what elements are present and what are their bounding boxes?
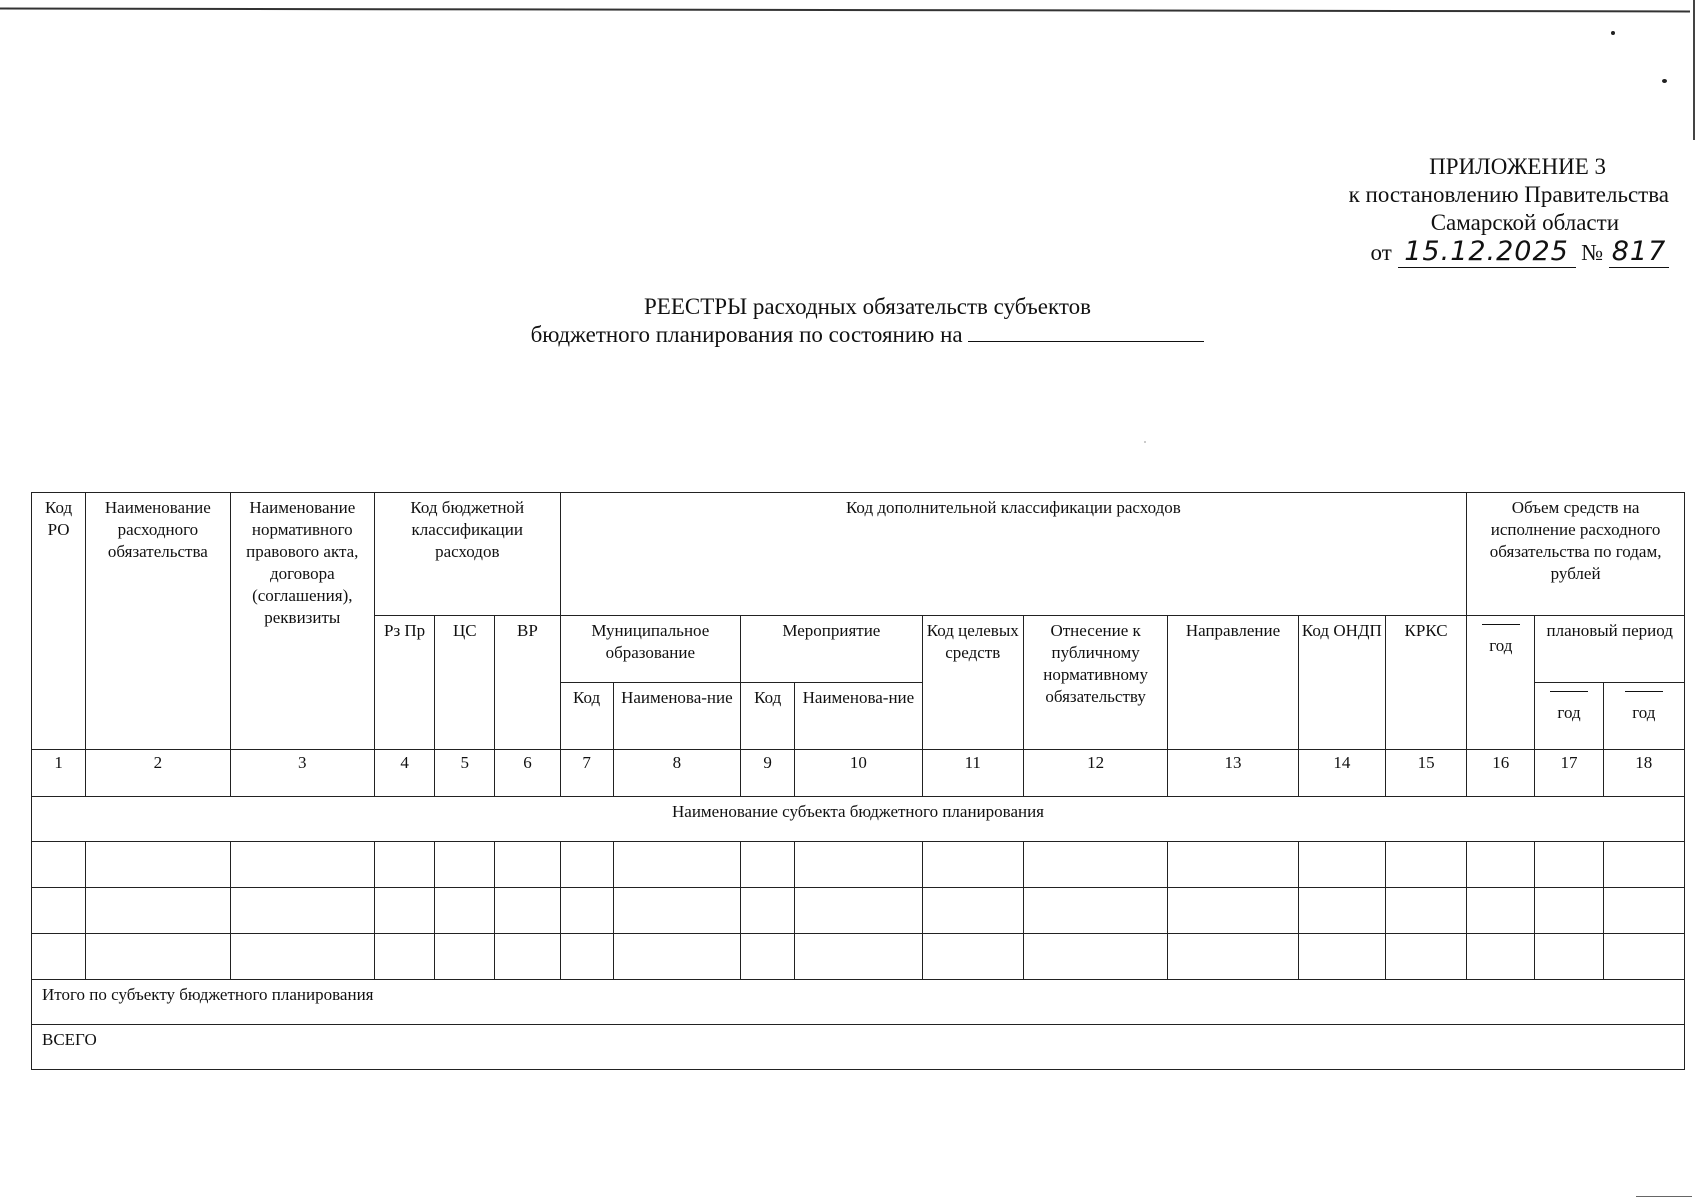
- header-municipal-name: Наименова-ние: [613, 683, 740, 750]
- empty-cell: [1467, 842, 1535, 888]
- empty-cell: [375, 888, 435, 934]
- table-row: [32, 842, 1685, 888]
- header-vr: ВР: [495, 616, 560, 750]
- header-name-act: Наименование нормативного правового акта, договора (соглашения), реквизиты: [230, 493, 374, 750]
- empty-cell: [795, 888, 922, 934]
- empty-cell: [495, 888, 560, 934]
- scan-speck: [1611, 31, 1615, 35]
- header-name-obligation: Наименование расходного обязательства: [86, 493, 230, 750]
- header-public-obligation: Отнесение к публичному нормативному обязательству: [1023, 616, 1167, 750]
- column-number: 16: [1467, 750, 1535, 797]
- header-planned-period: плановый период: [1535, 616, 1685, 683]
- empty-cell: [1535, 842, 1603, 888]
- header-krks: КРКС: [1385, 616, 1466, 750]
- header-cs: ЦС: [435, 616, 495, 750]
- column-number: 11: [922, 750, 1023, 797]
- title-line-2: бюджетного планирования по состоянию на: [530, 322, 963, 347]
- date-prefix: от: [1370, 240, 1392, 265]
- header-direction: Направление: [1168, 616, 1298, 750]
- empty-cell: [795, 842, 922, 888]
- column-number: 1: [32, 750, 86, 797]
- year-blank: [1625, 691, 1663, 702]
- empty-cell: [435, 842, 495, 888]
- empty-cell: [86, 842, 230, 888]
- year-label: год: [1557, 703, 1581, 722]
- scan-speck: [1144, 441, 1146, 443]
- empty-cell: [1023, 842, 1167, 888]
- empty-cell: [230, 888, 374, 934]
- column-number: 15: [1385, 750, 1466, 797]
- date-blank-field: [968, 321, 1204, 342]
- scan-speck: [1662, 79, 1667, 83]
- header-event-code: Код: [741, 683, 795, 750]
- header-municipal: Муниципальное образование: [560, 616, 741, 683]
- column-number: 18: [1603, 750, 1684, 797]
- header-year-plan-2: [1603, 683, 1684, 750]
- table-row: [32, 934, 1685, 980]
- header-kod-ro: Код РО: [32, 493, 86, 750]
- empty-cell: [1298, 842, 1385, 888]
- empty-cell: [1168, 934, 1298, 980]
- empty-cell: [741, 934, 795, 980]
- column-number: 8: [613, 750, 740, 797]
- header-rzpr: Рз Пр: [375, 616, 435, 750]
- appendix-block: [1249, 153, 1669, 268]
- empty-cell: [32, 842, 86, 888]
- column-number: 4: [375, 750, 435, 797]
- header-year-current: [1467, 616, 1535, 750]
- empty-cell: [32, 934, 86, 980]
- column-number: 6: [495, 750, 560, 797]
- empty-cell: [741, 842, 795, 888]
- column-number: 9: [741, 750, 795, 797]
- empty-cell: [1535, 888, 1603, 934]
- table-row: [32, 888, 1685, 934]
- header-event-name: Наименова-ние: [795, 683, 922, 750]
- empty-cell: [1385, 934, 1466, 980]
- document-title: [0, 293, 1697, 349]
- empty-cell: [435, 934, 495, 980]
- year-label: год: [1489, 636, 1513, 655]
- header-municipal-code: Код: [560, 683, 613, 750]
- empty-cell: [435, 888, 495, 934]
- appendix-subtitle: к постановлению Правительства: [1348, 182, 1669, 207]
- column-number: 7: [560, 750, 613, 797]
- appendix-title: ПРИЛОЖЕНИЕ 3: [1429, 154, 1606, 179]
- empty-cell: [32, 888, 86, 934]
- column-number: 2: [86, 750, 230, 797]
- empty-cell: [1168, 842, 1298, 888]
- scan-border-bottom: [1636, 1196, 1692, 1197]
- empty-cell: [86, 934, 230, 980]
- column-number: 10: [795, 750, 922, 797]
- column-number: 13: [1168, 750, 1298, 797]
- column-number: 3: [230, 750, 374, 797]
- header-volume: Объем средств на исполнение расходного обязательства по годам, рублей: [1467, 493, 1685, 616]
- header-year-plan-1: [1535, 683, 1603, 750]
- scan-border-top: [0, 8, 1690, 13]
- empty-cell: [613, 842, 740, 888]
- empty-cell: [613, 888, 740, 934]
- subject-name-row: Наименование субъекта бюджетного планирования: [32, 797, 1685, 842]
- scan-border-right: [1693, 0, 1695, 140]
- empty-cell: [1603, 934, 1684, 980]
- empty-cell: [86, 888, 230, 934]
- empty-cell: [375, 934, 435, 980]
- empty-cell: [230, 934, 374, 980]
- empty-cell: [922, 842, 1023, 888]
- empty-cell: [1023, 934, 1167, 980]
- empty-cell: [1023, 888, 1167, 934]
- empty-cell: [1603, 842, 1684, 888]
- empty-cell: [1535, 934, 1603, 980]
- empty-cell: [613, 934, 740, 980]
- empty-cell: [1385, 842, 1466, 888]
- empty-cell: [1467, 934, 1535, 980]
- empty-cell: [741, 888, 795, 934]
- handwritten-number: 817: [1609, 237, 1669, 268]
- appendix-date-line: [1249, 237, 1669, 268]
- year-blank: [1482, 624, 1520, 635]
- number-prefix: №: [1581, 240, 1604, 265]
- column-number: 17: [1535, 750, 1603, 797]
- empty-cell: [375, 842, 435, 888]
- grand-total-row: ВСЕГО: [32, 1025, 1685, 1070]
- empty-cell: [795, 934, 922, 980]
- empty-cell: [230, 842, 374, 888]
- title-line-1: РЕЕСТРЫ расходных обязательств субъектов: [644, 294, 1091, 319]
- handwritten-date: 15.12.2025: [1398, 237, 1576, 268]
- empty-cell: [495, 934, 560, 980]
- column-number-row: [32, 750, 1685, 797]
- header-event: Мероприятие: [741, 616, 923, 683]
- empty-cell: [922, 888, 1023, 934]
- empty-cell: [1168, 888, 1298, 934]
- header-target-code: Код целевых средств: [922, 616, 1023, 750]
- appendix-region: Самарской области: [1430, 210, 1619, 235]
- header-dop-class: Код дополнительной классификации расходов: [560, 493, 1467, 616]
- empty-cell: [495, 842, 560, 888]
- empty-cell: [1298, 888, 1385, 934]
- empty-cell: [1603, 888, 1684, 934]
- column-number: 14: [1298, 750, 1385, 797]
- year-blank: [1550, 691, 1588, 702]
- empty-cell: [560, 934, 613, 980]
- total-subject-row: Итого по субъекту бюджетного планирования: [32, 980, 1685, 1025]
- empty-cell: [1467, 888, 1535, 934]
- empty-cell: [1298, 934, 1385, 980]
- title-line-2-wrap: [0, 321, 1697, 349]
- year-label: год: [1632, 703, 1656, 722]
- empty-cell: [560, 842, 613, 888]
- header-kbk: Код бюджетной классификации расходов: [375, 493, 561, 616]
- empty-cell: [1385, 888, 1466, 934]
- registry-table: [31, 492, 1685, 1070]
- column-number: 12: [1023, 750, 1167, 797]
- column-number: 5: [435, 750, 495, 797]
- empty-cell: [560, 888, 613, 934]
- empty-cell: [922, 934, 1023, 980]
- header-ondp: Код ОНДП: [1298, 616, 1385, 750]
